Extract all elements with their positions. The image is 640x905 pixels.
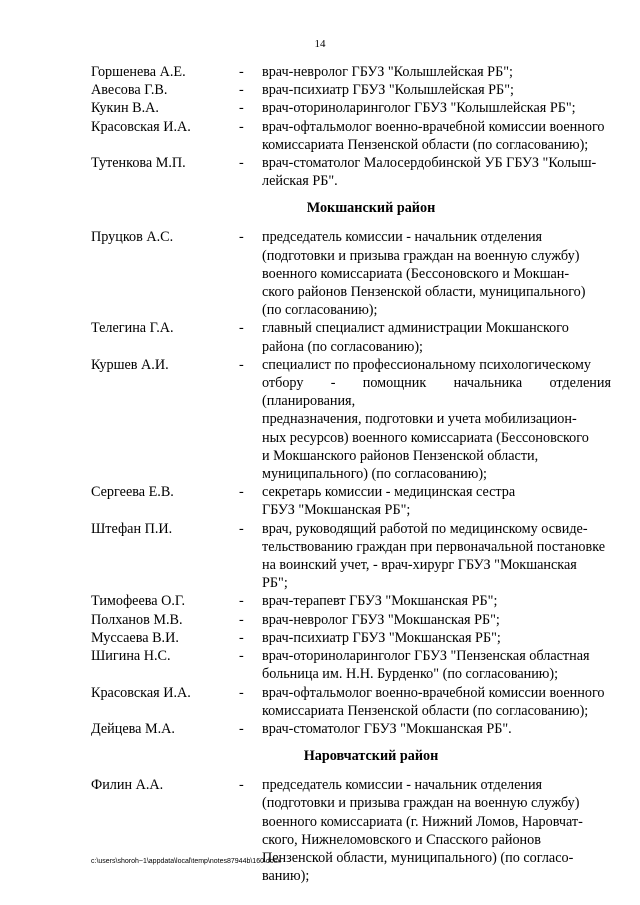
separator-dash: -: [239, 777, 244, 794]
member-role: врач-оториноларинголог ГБУЗ "Пензенская областная больница им. Н.Н. Бурденко" (по согласованию);: [262, 648, 590, 683]
separator-dash: -: [239, 155, 244, 172]
document-body: [91, 63, 611, 885]
member-entry: [91, 629, 611, 647]
member-role: врач-офтальмолог военно-врачебной комиссии военного комиссариата Пензенской области (по согласованию);: [262, 118, 605, 153]
member-role: врач-психиатр ГБУЗ "Мокшанская РБ";: [262, 629, 501, 646]
member-name: Куршев А.И.: [91, 356, 169, 373]
member-role: врач-стоматолог ГБУЗ "Мокшанская РБ".: [262, 720, 512, 737]
member-role: врач, руководящий работой по медицинскому освиде- тельствованию граждан при первоначальной постановке на воинский учет, - врач-хирург ГБУЗ "Мокшанская РБ";: [262, 520, 606, 592]
member-role: врач-оториноларинголог ГБУЗ "Колышлейская РБ";: [262, 100, 576, 117]
separator-dash: -: [239, 611, 244, 628]
member-role: главный специалист администрации Мокшанского района (по согласованию);: [262, 320, 569, 355]
separator-dash: -: [239, 648, 244, 665]
member-name: Пруцков А.С.: [91, 229, 174, 246]
member-name: Горшенева А.Е.: [91, 64, 186, 80]
member-entry: [91, 684, 611, 720]
member-entry: [91, 720, 611, 738]
member-name: Авесова Г.В.: [91, 82, 168, 99]
separator-dash: -: [239, 100, 244, 117]
member-name: Кукин В.А.: [91, 100, 159, 117]
page-number: 14: [314, 38, 326, 50]
member-name: Тимофеева О.Г.: [91, 593, 186, 610]
separator-dash: -: [239, 320, 244, 337]
member-role: председатель комиссии - начальник отделения (подготовки и призыва граждан на военную службу) военного комиссариата (Бессоновского и Мокшан- ского районов Пензенской области, муниципального) (по согласованию);: [262, 229, 586, 319]
member-role: врач-психиатр ГБУЗ "Колышлейская РБ";: [262, 82, 514, 99]
separator-dash: -: [239, 82, 244, 99]
member-entry: [91, 520, 611, 593]
section-heading: Наровчатский район: [303, 748, 439, 765]
member-name: Дейцева М.А.: [91, 720, 175, 737]
footer-file-path: c:\users\shoroh~1\appdata\local\temp\notes87944b\160.docx: [91, 858, 281, 865]
separator-dash: -: [239, 64, 244, 80]
separator-dash: -: [239, 118, 244, 135]
member-entry: [91, 99, 611, 117]
separator-dash: -: [239, 720, 244, 737]
member-entry: [91, 592, 611, 610]
member-entry: [91, 647, 611, 683]
member-role: врач-офтальмолог военно-врачебной комиссии военного комиссариата Пензенской области (по согласованию);: [262, 684, 605, 719]
member-role: председатель комиссии - начальник отделения (подготовки и призыва граждан на военную службу) военного комиссариата (г. Нижний Ломов, Наровчат- ского, Нижнеломовского и Спасского районов Пензенской области, муниципального) (по согласо- ванию);: [262, 777, 583, 885]
separator-dash: -: [239, 593, 244, 610]
separator-dash: -: [239, 229, 244, 246]
member-entry: [91, 356, 611, 483]
member-role: врач-невролог ГБУЗ "Мокшанская РБ";: [262, 611, 500, 628]
member-name: Сергеева Е.В.: [91, 484, 174, 501]
member-entry: [91, 483, 611, 519]
member-role: врач-терапевт ГБУЗ "Мокшанская РБ";: [262, 593, 498, 610]
member-role: врач-невролог ГБУЗ "Колышлейская РБ";: [262, 64, 513, 80]
member-name: Муссаева В.И.: [91, 629, 179, 646]
member-entry: [91, 228, 611, 319]
member-entry: [91, 611, 611, 629]
member-entry: [91, 319, 611, 355]
member-name: Тутенкова М.П.: [91, 155, 186, 172]
member-entry: [91, 63, 611, 81]
member-role: врач-стоматолог Малосердобинской УБ ГБУЗ "Колыш- лейская РБ".: [262, 155, 597, 190]
member-entry: [91, 81, 611, 99]
separator-dash: -: [239, 684, 244, 701]
member-name: Штефан П.И.: [91, 520, 173, 537]
separator-dash: -: [239, 629, 244, 646]
member-name: Филин А.А.: [91, 777, 164, 794]
separator-dash: -: [239, 484, 244, 501]
member-name: Красовская И.А.: [91, 684, 191, 701]
member-name: Телегина Г.А.: [91, 320, 174, 337]
member-role: секретарь комиссии - медицинская сестра ГБУЗ "Мокшанская РБ";: [262, 484, 516, 519]
member-entry: [91, 776, 611, 885]
member-role: специалист по профессиональному психологическому отбору - помощник начальника отделения (планирования, предназначения, подготовки и учета мобилизацион- ных ресурсов) военного комиссариата (Бессоновского и Мокшанского районов Пензенской области, муниципального) (по согласованию);: [262, 356, 611, 483]
member-name: Красовская И.А.: [91, 118, 191, 135]
member-name: Полханов М.В.: [91, 611, 183, 628]
member-entry: [91, 154, 611, 190]
separator-dash: -: [239, 356, 244, 373]
member-entry: [91, 118, 611, 154]
separator-dash: -: [239, 520, 244, 537]
section-heading: Мокшанский район: [306, 200, 436, 217]
member-name: Шигина Н.С.: [91, 648, 171, 665]
